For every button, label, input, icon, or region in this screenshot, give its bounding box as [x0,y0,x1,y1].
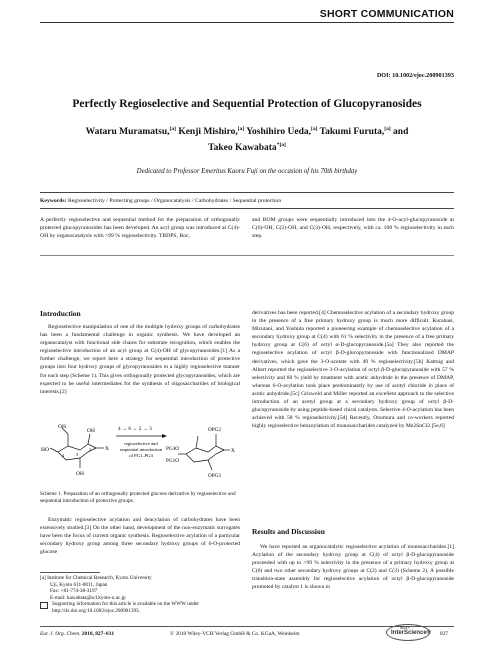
scheme-1-caption: Scheme 1. Preparation of an orthogonally protected glucose derivative by regioselective and sequential introduction of protective groups. [40,491,236,505]
keywords-rule-bottom [40,208,454,209]
scheme-1 [40,420,240,488]
sm-ho: HO [41,447,49,453]
article-title: Perfectly Regioselective and Sequential Protection of Glucopyranosides [72,98,422,110]
sm-oh-bot: OH [76,471,84,477]
product-opg3: OPG3 [208,473,221,479]
author-2: Kenji Mishiro,[a] [178,126,245,138]
keywords: Keywords: Regioselectivity / Protecting groups / Organocatalysis / Carbohydrates / Sequential protection [40,198,282,204]
keywords-rule-top [40,192,454,193]
interscience-logo: WILEY InterScience® [386,624,430,641]
author-3: Yoshihiro Ueda,[a] [246,126,318,138]
doi: DOI: 10.1002/ejoc.200901393 [376,72,454,79]
author-and: and [393,127,409,138]
product-pg4o: PG4O [166,446,179,452]
author-4: Takumi Furuta,[a] [319,126,391,138]
page-number: 827 [440,631,449,637]
dedication: Dedicated to Professor Emeritus Kaoru Fuji on the occasion of his 70th birthday [136,168,358,175]
product-x: X [231,448,235,454]
abstract-right: and BOM groups were sequentially introduced into the 4-O-acyl-glucopyranoside at C(6)-OH, C(2)-OH, and C(3)-OH, respectively, with ca. 100 % regioselectivity in each step. [252,217,454,240]
sm-x: X [105,446,109,452]
arrow-sequence: 4 → 6 → 2 → 3 [118,426,152,432]
arrow-label-2: sequential introduction [119,447,163,452]
product-pg1o: PG1O [166,458,179,464]
author-list [40,123,454,155]
abstract-left: A perfectly regioselective and sequential method for the preparation of orthogonally protected glucopyranosides has been developed. An acyl group was introduced at C(4)-OH by organocatalysis with >99 % regioselectivity. TBDPS, Boc, [40,217,240,240]
right-column-paragraph-1: derivatives has been reported.[4] Chemoselective acylation of a secondary hydroxy group in the presence of a free primary hydroxy group is much more difficult. Kurahasi, Mizutani, and Yoshida reported a pioneering example of chemoselective acylation of a secondary hydroxy group at C(4) with 61 % selectivity in the presence of a free primary hydroxy group at C(6) of octyl α-D-glucopyranoside.[5a] They also reported the regioselective acylation of octyl β-D-glucopyranoside with functionalized DMAP derivatives, which gave the 3-O-acetate with 49 % regioselectivity.[5b] Kattnig and Albert reported the regioselective 3-O-acylation of octyl β-D-glucopyranoside with 57 % selectivity and 60 % yield by treatment with acetic anhydride in the presence of DMAP, whereas 6-O-acylation took place predominantly by use of acetyl chloride in place of acetic anhydride.[5c] Griswold and Miller reported an excellent approach to the selective introduction of an acetyl group at a secondary hydroxy group of octyl β-D-glucopyranoside by using peptide-based chiral catalysts. Selective 4-O-acylation has been achieved with 58 % regioselectivity.[5d] Recently, Onomura and co-workers reported highly regioselective benzoylation of monosaccharides catalyzed by Me2SnCl2.[5e,6] [252,310,454,430]
header-rule [40,22,454,23]
author-5: Takeo Kawabata$^{*[a]}$ [208,142,286,154]
scheme-1-drawing [40,420,240,488]
arrow-label-1: regioselective and [124,441,158,446]
author-1: Wataru Muramatsu,[a] [85,126,176,138]
sm-num-2: 2 [89,447,91,452]
sm-oh-mid: OH [87,428,95,434]
supporting-info-icon [40,602,48,609]
results-heading: Results and Discussion [252,527,325,536]
sm-num-3: 3 [76,452,78,457]
arrow-label-3: of PG1–PG4 [129,453,153,458]
footer-citation: Eur. J. Org. Chem. 2010, 827–831 [40,631,115,637]
section-label: SHORT COMMUNICATION [319,8,454,20]
footer-copyright: © 2010 Wiley-VCH Verlag GmbH & Co. KGaA, Weinheim [170,631,300,637]
affiliation-tag: [a] [40,575,46,581]
product-opg2: OPG2 [208,427,221,433]
sm-num-4: 4 [62,453,64,458]
intro-paragraph-2: Enzymatic regioselective acylation and deacylation of carbohydrates have been extensively studied.[3] On the other hand, development of the non-enzymatic surrogates have been the focus of current organic synthesis. Regioselective acylation of a particular secondary hydroxy group among three secondary hydroxy groups of 6-O-protected glucose [40,517,240,556]
results-paragraph-1: We have reported an organocatalytic regioselective acylation of monosaccharides.[1] Acylation of the secondary hydroxy group at C(4) of octyl β-D-glucopyranoside proceeded with up to >99 % selectivity in the presence of a primary hydroxy group at C(6) and two other secondary hydroxy groups at C(2) and C(3) (Scheme 2). A possible transition-state assembly for regioselective acylation of octyl β-D-glucopyranoside promoted by catalyst 1 is shown in [252,544,454,591]
affiliation-footnote: [a] Institute for Chemical Research, Kyoto University Uji, Kyoto 611-0011, Japan Fax: +81-774-38-3197 E-mail: kawabata@scl.kyoto-u.ac.jp Supporting information for this article is available on the WWW under http://dx.doi.org/10.1002/ejoc.200901393. [40,575,240,615]
reaction-arrowhead [162,434,167,438]
sm-oh-top: OH [58,424,66,430]
intro-heading: Introduction [40,309,81,318]
supporting-info-text[interactable]: Supporting information for this article is available on the WWW under http://dx.doi.org/10.1002/ejoc.200901393. [52,601,200,614]
intro-paragraph-1: Regioselective manipulation of one of the multiple hydroxy groups of carbohydrates has been a fundamental challenge in organic synthesis. We have developed an organocatalyst with functional side chains for substrate recognition, which enables the regioselective introduction of an acyl group at C(4)-OH of glycopyranosides.[1] As a further challenge, we report here a strategy for sequential introduction of protective groups into four hydroxy groups of glycopyranosides in a highly regioselective manner for each step (Scheme 1). This gives orthogonally protected glycopyranosides, which are expected to be useful intermediates for the synthesis of oligosaccharides of biological interests.[2] [40,324,240,395]
footnote-rule [40,572,100,573]
abstract-rule [40,255,454,256]
